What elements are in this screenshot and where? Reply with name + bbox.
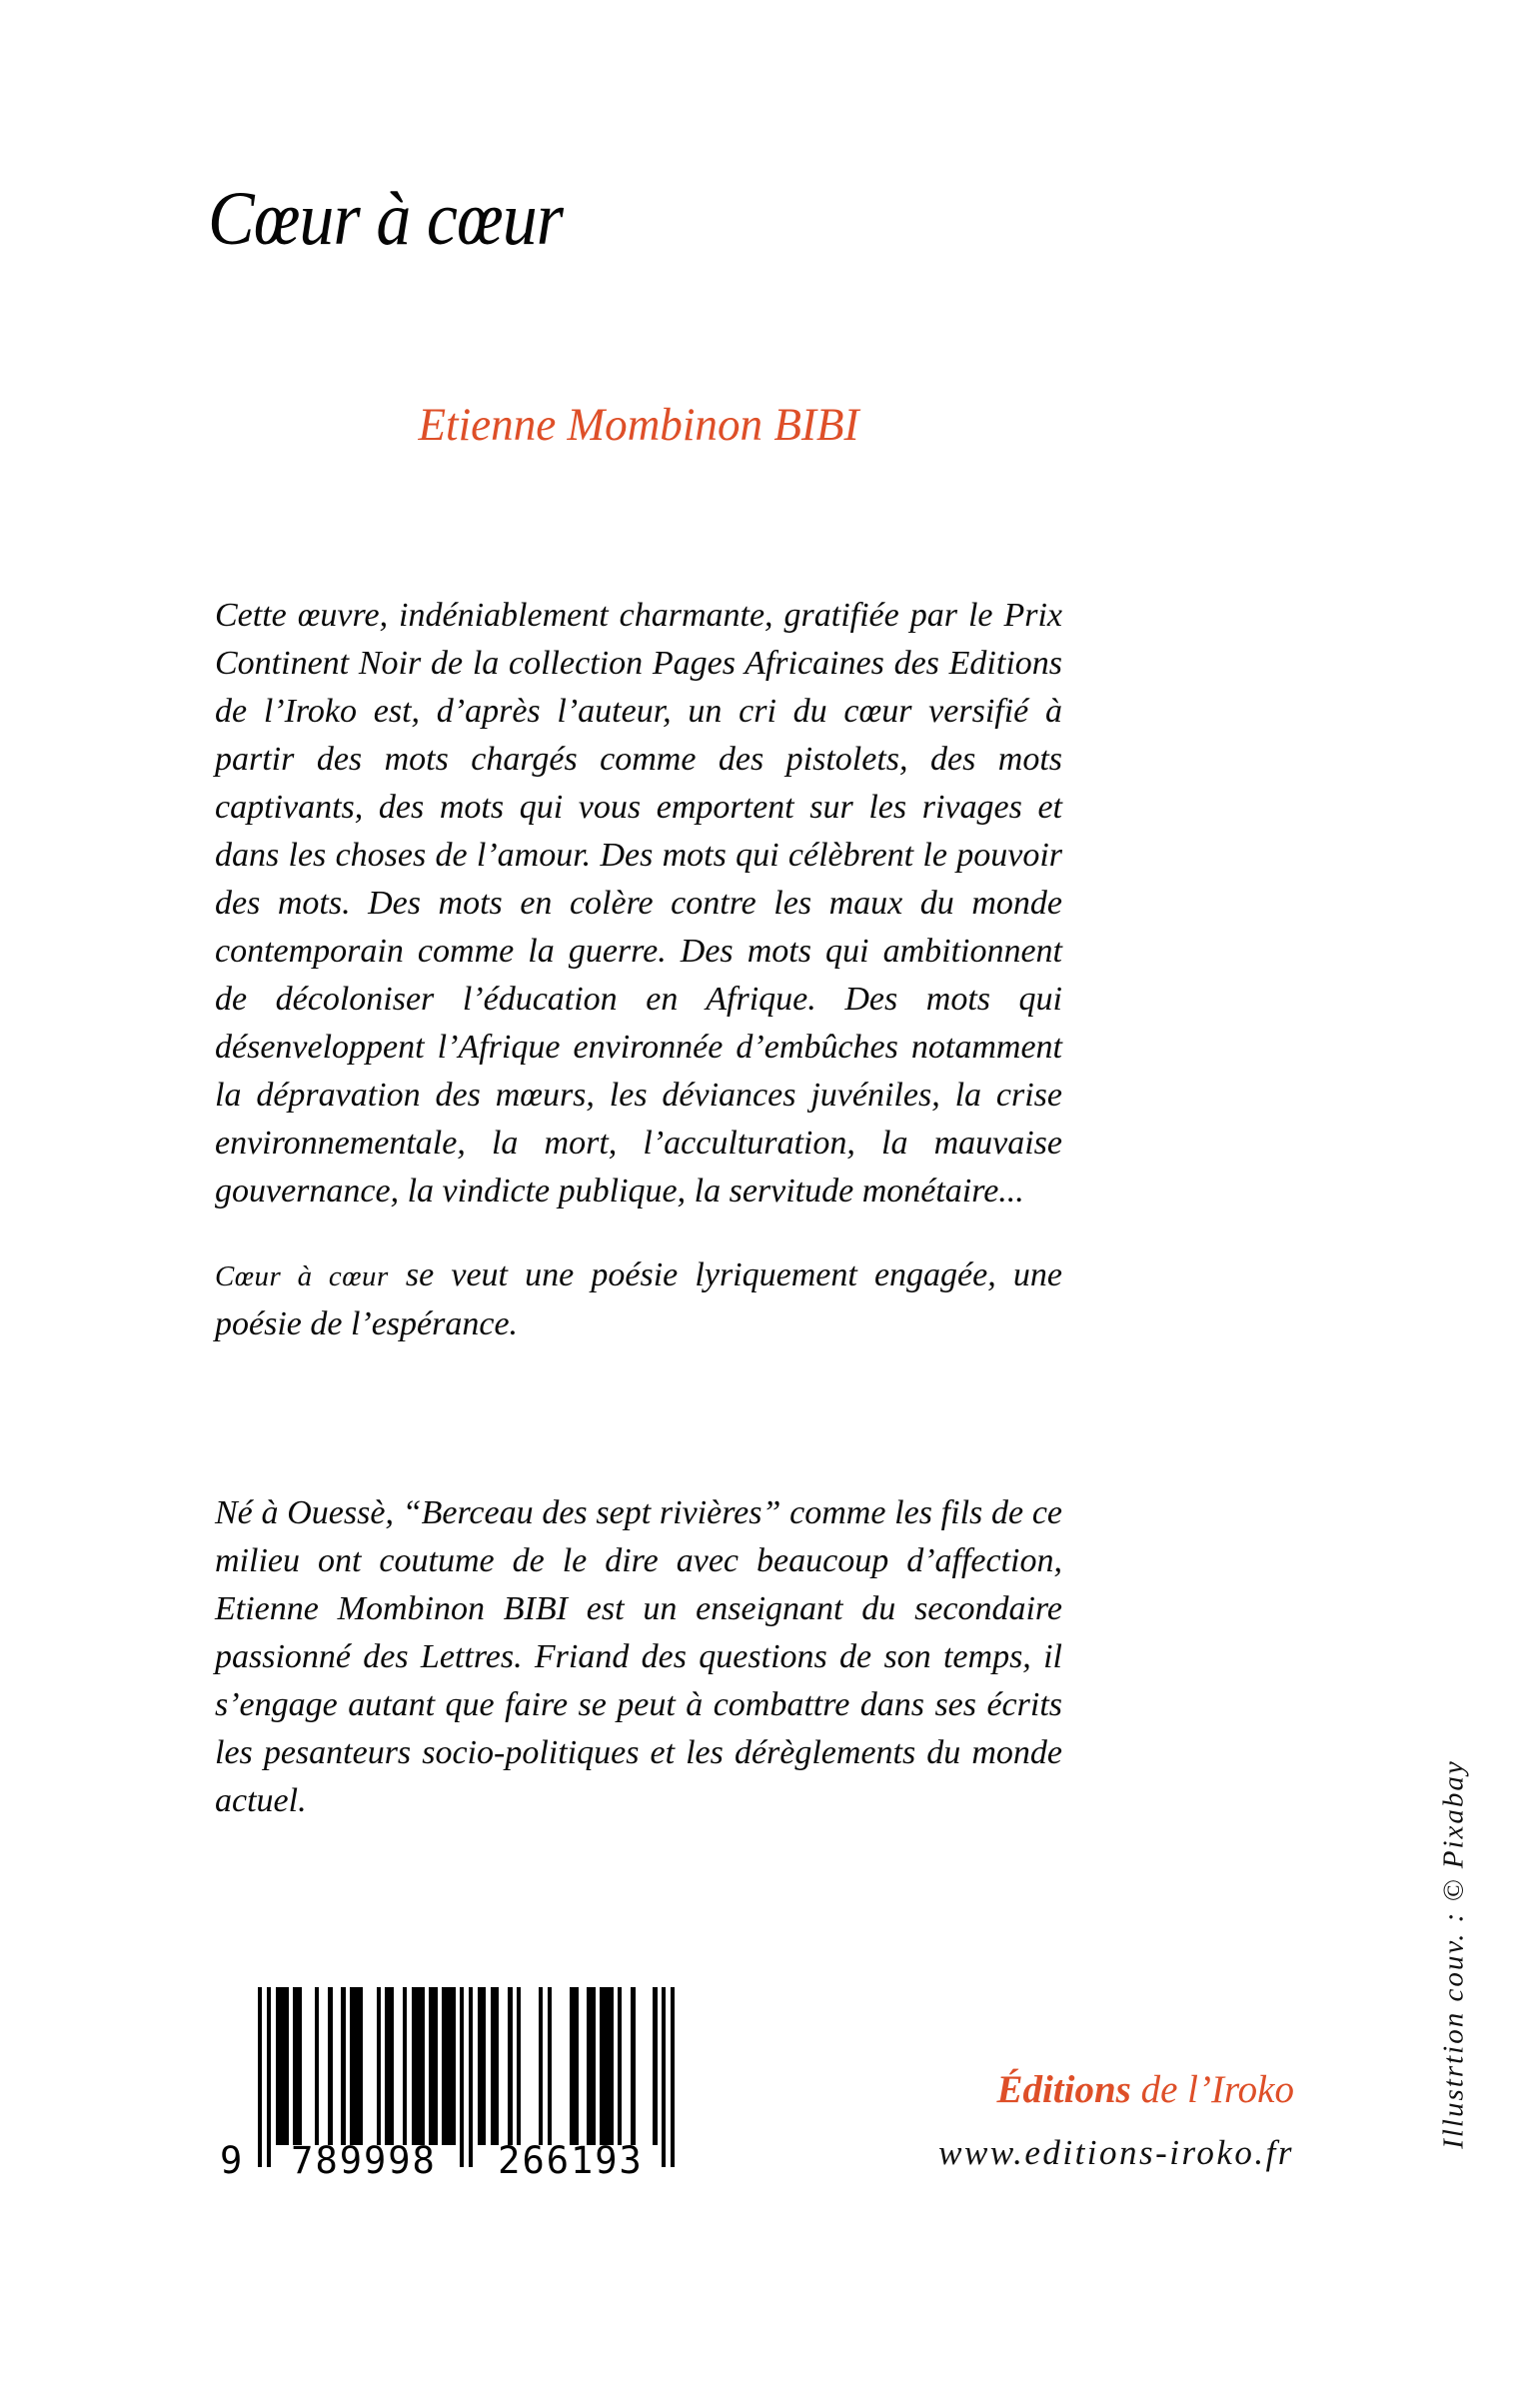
book-author: Etienne Mombinon BIBI bbox=[418, 399, 859, 451]
publisher-website: www.editions-iroko.fr bbox=[938, 2133, 1294, 2172]
isbn-first-digit: 9 bbox=[220, 2139, 245, 2182]
isbn-group-2: 266193 bbox=[498, 2139, 644, 2182]
publisher-name-bold: Éditions bbox=[996, 2068, 1131, 2111]
tagline-paragraph bbox=[215, 1251, 1062, 1348]
illustration-credit: Illustrtion couv. : © Pixabay bbox=[1437, 1759, 1470, 2149]
isbn-barcode bbox=[222, 1987, 702, 2202]
tagline-text: se veut une poésie lyriquement engagée, une poésie de l’espérance. bbox=[215, 1256, 1062, 1342]
book-title: Cœur à cœur bbox=[208, 177, 564, 261]
synopsis-paragraph: Cette œuvre, indéniablement charmante, gratifiée par le Prix Continent Noir de la collection Pages Africaines des Editions de l’Iroko est, d’après l’auteur, un cri du cœur versifié à partir des mots chargés comme des pistolets, des mots captivants, des mots qui vous emportent sur les rivages et dans les choses de l’amour. Des mots qui célèbrent le pouvoir des mots. Des mots en colère contre les maux du monde contemporain comme la guerre. Des mots qui ambitionnent de décoloniser l’éducation en Afrique. Des mots qui désenveloppent l’Afrique environnée d’embûches notamment la dépravation des mœurs, les déviances juvéniles, la crise environnementale, la mort, l’acculturation, la mauvaise gouvernance, la vindicte publique, la servitude monétaire... bbox=[215, 597, 1062, 1209]
isbn-group-1: 789998 bbox=[291, 2139, 437, 2182]
author-biography: Né à Ouessè, “Berceau des sept rivières” comme les fils de ce milieu ont coutume de le dire avec beaucoup d’affection, Etienne Mombinon BIBI est un enseignant du secondaire passionné des Lettres. Friand des questions de son temps, il s’engage autant que faire se peut à combattre dans ses écrits les pesanteurs socio-politiques et les dérèglements du monde actuel. bbox=[215, 1494, 1062, 1819]
book-title-reference: Cœur à cœur bbox=[215, 1260, 389, 1292]
publisher-name-rest: de l’Iroko bbox=[1130, 2068, 1294, 2111]
publisher-name bbox=[859, 2067, 1294, 2112]
